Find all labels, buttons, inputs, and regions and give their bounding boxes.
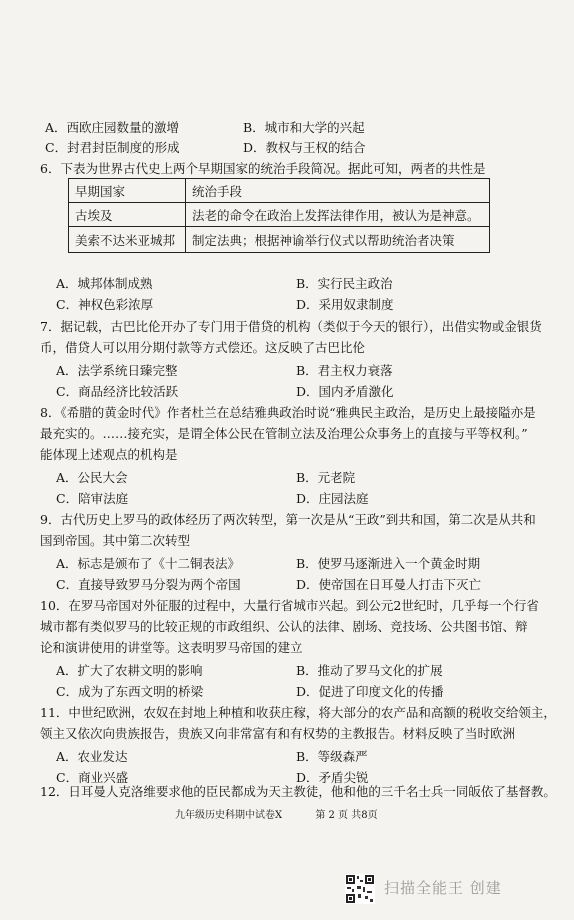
q8-line-2: 最充实的。……接充实，是谓全体公民在管制立法及治理公众事务上的直接与平等权利。” [40, 426, 528, 441]
q10-option-a: A．扩大了农耕文明的影响 [56, 663, 203, 678]
q6-option-c: C．神权色彩浓厚 [56, 297, 154, 312]
q7-line-2: 币，借贷人可以用分期付款等方式偿还。这反映了古巴比伦 [40, 340, 366, 355]
q12-line-1: 12．日耳曼人克洛维要求他的臣民都成为天主教徒，他和他的三千名士兵一同皈依了基督教。 [40, 784, 556, 799]
q9-option-d: D．使帝国在日耳曼人打击下灭亡 [296, 577, 482, 592]
q6-option-a: A．城邦体制成熟 [56, 276, 153, 291]
q6-option-b: B．实行民主政治 [296, 276, 393, 291]
q11-option-d: D．矛盾尖锐 [296, 770, 369, 785]
q5-option-b: B．城市和大学的兴起 [243, 120, 365, 135]
q9-option-b: B．使罗马逐渐进入一个黄金时期 [296, 556, 481, 571]
exam-name: 九年级历史科期中试卷X [175, 810, 283, 821]
q7-line-1: 7．据记载，古巴比伦开办了专门用于借贷的机构（类似于今天的银行），出借实物或金银货 [40, 319, 542, 334]
table-cell: 古埃及 [69, 203, 186, 227]
q5-option-d: D．教权与王权的结合 [243, 140, 366, 155]
q10-line-2: 城市都有类似罗马的比较正规的市政组织、公认的法律、剧场、竞技场、公共图书馆、辩 [40, 619, 528, 634]
table-row [69, 203, 490, 227]
qr-code-icon [345, 874, 375, 904]
q7-option-a: A．法学系统日臻完整 [56, 363, 178, 378]
q8-option-c: C．陪审法庭 [56, 491, 129, 506]
q6-option-d: D．采用奴隶制度 [296, 297, 394, 312]
q8-option-a: A．公民大会 [56, 470, 128, 485]
q11-line-2: 领主又依次向贵族报告，贵族又向非常富有和有权势的主教报告。材料反映了当时欧洲 [40, 726, 516, 741]
q6-table [68, 178, 490, 253]
q11-option-c: C．商业兴盛 [56, 770, 129, 785]
q5-option-a: A．西欧庄园数量的激增 [45, 120, 180, 135]
table-header-cell: 统治手段 [186, 179, 490, 203]
q10-line-1: 10．在罗马帝国对外征服的过程中，大量行省城市兴起。到公元2世纪时，几乎每一个行省 [40, 598, 539, 613]
q10-option-b: B．推动了罗马文化的扩展 [296, 663, 443, 678]
q6-stem: 6．下表为世界古代史上两个早期国家的统治手段简况。据此可知，两者的共性是 [40, 161, 486, 176]
q9-line-1: 9．古代历史上罗马的政体经历了两次转型，第一次是从“王政”到共和国，第二次是从共和 [40, 512, 536, 527]
q8-line-3: 能体现上述观点的机构是 [40, 447, 178, 462]
page-number: 第 2 页 共8页 [315, 810, 378, 821]
table-row [69, 179, 490, 203]
page-footer [175, 806, 408, 821]
q9-option-a: A．标志是颁布了《十二铜表法》 [56, 556, 241, 571]
table-cell: 法老的命令在政治上发挥法律作用，被认为是神意。 [186, 203, 490, 227]
q10-option-c: C．成为了东西文明的桥梁 [56, 684, 204, 699]
q7-option-b: B．君主权力衰落 [296, 363, 393, 378]
table-cell: 美索不达米亚城邦 [69, 227, 186, 253]
q8-option-b: B．元老院 [296, 470, 356, 485]
scanner-watermark: 扫描全能王 创建 [384, 879, 502, 897]
q8-option-d: D．庄园法庭 [296, 491, 369, 506]
q5-option-c: C．封君封臣制度的形成 [45, 140, 180, 155]
q11-line-1: 11．中世纪欧洲，农奴在封地上种植和收获庄稼，将大部分的农产品和高额的税收交给领主， [40, 705, 556, 720]
table-cell: 制定法典；根据神谕举行仪式以帮助统治者决策 [186, 227, 490, 253]
q11-option-a: A．农业发达 [56, 749, 128, 764]
q9-line-2: 国到帝国。其中第二次转型 [40, 533, 191, 548]
q9-option-c: C．直接导致罗马分裂为两个帝国 [56, 577, 241, 592]
table-row [69, 227, 490, 253]
q10-option-d: D．促进了印度文化的传播 [296, 684, 444, 699]
table-header-cell: 早期国家 [69, 179, 186, 203]
q7-option-d: D．国内矛盾激化 [296, 384, 394, 399]
q11-option-b: B．等级森严 [296, 749, 368, 764]
q8-line-1: 8．《希腊的黄金时代》作者杜兰在总结雅典政治时说“雅典民主政治，是历史上最接隘亦是 [40, 405, 536, 420]
q10-line-3: 论和演讲使用的讲堂等。这表明罗马帝国的建立 [40, 640, 303, 655]
q7-option-c: C．商品经济比较活跃 [56, 384, 179, 399]
